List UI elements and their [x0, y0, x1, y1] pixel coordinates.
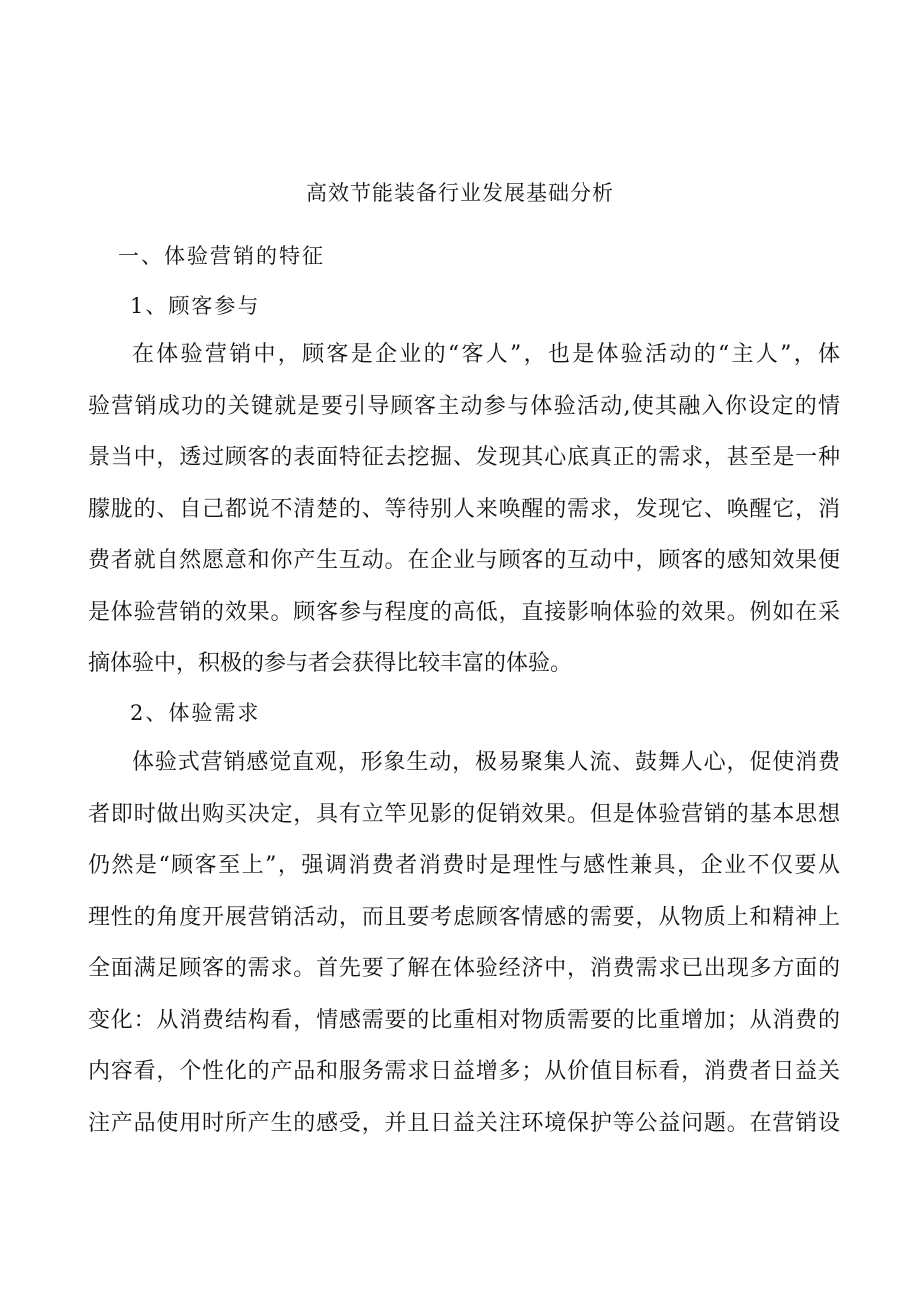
paragraph-customer-participation [88, 340, 840, 701]
text-line: 内容看，个性化的产品和服务需求日益增多；从价值目标看，消费者日益关 [88, 1059, 840, 1084]
text-line: 摘体验中，积极的参与者会获得比较丰富的体验。 [88, 651, 573, 676]
text-line: 景当中，透过顾客的表面特征去挖掘、发现其心底真正的需求，甚至是一种 [88, 445, 840, 470]
subsection-heading-customer-participation: 1、顾客参与 [130, 294, 261, 318]
text-line: 全面满足顾客的需求。首先要了解在体验经济中，消费需求已出现多方面的 [88, 956, 840, 981]
text-line: 在体验营销中，顾客是企业的“客人”，也是体验活动的“主人”，体 [132, 342, 840, 367]
text-line: 理性的角度开展营销活动，而且要考虑顾客情感的需要，从物质上和精神上 [88, 904, 840, 930]
text-line: 验营销成功的关键就是要引导顾客主动参与体验活动,使其融入你设定的情 [88, 393, 840, 419]
text-line: 是体验营销的效果。顾客参与程度的高低，直接影响体验的效果。例如在采 [88, 599, 840, 625]
section-heading-1: 一、体验营销的特征 [118, 244, 325, 268]
text-line: 费者就自然愿意和你产生互动。在企业与顾客的互动中，顾客的感知效果便 [88, 548, 840, 573]
text-line: 注产品使用时所产生的感受，并且日益关注环境保护等公益问题。在营销设 [88, 1110, 840, 1136]
text-line: 变化：从消费结构看，情感需要的比重相对物质需要的比重增加；从消费的 [88, 1007, 840, 1033]
paragraph-experience-demand [88, 748, 840, 1160]
document-title: 高效节能装备行业发展基础分析 [306, 181, 614, 205]
text-line: 朦胧的、自己都说不清楚的、等待别人来唤醒的需求，发现它、唤醒它，消 [88, 496, 840, 522]
text-line: 者即时做出购买决定，具有立竿见影的促销效果。但是体验营销的基本思想 [88, 801, 840, 827]
subsection-heading-experience-demand: 2、体验需求 [130, 701, 261, 725]
text-line: 仍然是“顾客至上”，强调消费者消费时是理性与感性兼具，企业不仅要从 [88, 853, 840, 878]
text-line: 体验式营销感觉直观，形象生动，极易聚集人流、鼓舞人心，促使消费 [132, 750, 840, 775]
